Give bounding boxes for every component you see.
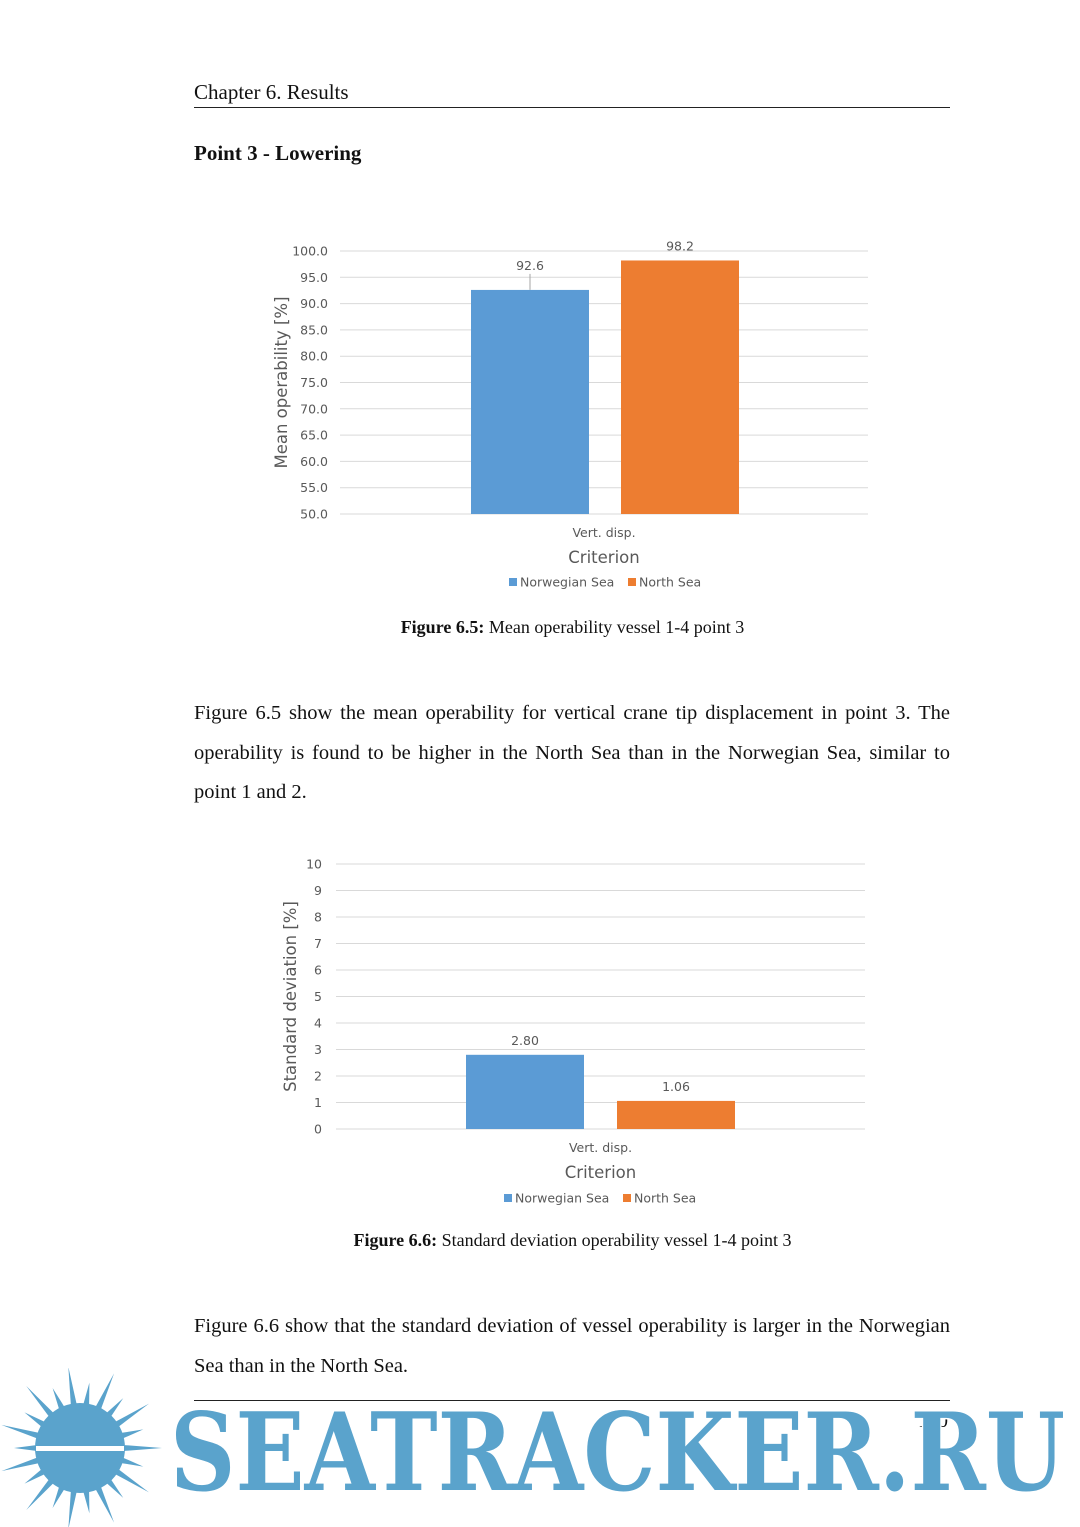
bar-north-sea: [617, 1101, 735, 1129]
sun-ray: [1, 1425, 39, 1439]
y-tick-label: 80.0: [300, 348, 328, 364]
data-label: 2.80: [511, 1032, 539, 1048]
sun-ray: [68, 1368, 77, 1406]
sun-ray: [1, 1457, 39, 1471]
legend-swatch: [623, 1194, 631, 1202]
paragraph-1: Figure 6.5 show the mean operability for vertical crane tip displacement in point 3. The operability is found to be higher in the North Sea than in the Norwegian Sea, similar to point 1 and 2.: [194, 702, 950, 803]
sun-ray: [95, 1373, 114, 1410]
y-tick-label: 75.0: [300, 375, 328, 390]
data-label: 98.2: [666, 238, 694, 254]
sun-ray: [83, 1490, 89, 1513]
y-axis-title: Mean operability [%]: [272, 296, 291, 469]
x-category-label: Vert. disp.: [568, 1140, 633, 1155]
y-tick-label: 60.0: [300, 453, 328, 469]
y-tick-label: 4: [314, 1015, 322, 1031]
paragraph-2: Figure 6.6 show that the standard deviation of vessel operability is larger in the Norwegian Sea than in the North Sea.: [194, 1315, 950, 1377]
legend-label: North Sea: [639, 574, 702, 590]
y-tick-label: 70.0: [300, 401, 328, 417]
legend-label: North Sea: [634, 1190, 697, 1206]
sun-ray: [68, 1490, 77, 1527]
x-category-label: Vert. disp.: [572, 525, 636, 540]
sun-over-sea-icon: [1, 1368, 162, 1527]
y-tick-label: 2: [314, 1068, 322, 1084]
y-tick-label: 0: [314, 1121, 322, 1137]
y-tick-label: 3: [314, 1042, 322, 1057]
figure-6-5-label: Figure 6.5:: [400, 617, 485, 637]
sun-ray: [26, 1386, 54, 1418]
y-tick-label: 1: [314, 1095, 322, 1110]
legend-label: Norwegian Sea: [515, 1190, 610, 1206]
watermark-text: SEATRACKER.RU: [170, 1390, 1065, 1516]
watermark: [0, 1368, 1080, 1527]
bar-norwegian-sea: [466, 1055, 584, 1129]
section-title: Point 3 - Lowering: [194, 141, 362, 165]
y-tick-label: 85.0: [300, 322, 328, 338]
running-title: Chapter 6. Results: [194, 80, 349, 104]
y-tick-label: 8: [314, 909, 322, 925]
figure-6-6-text: Standard deviation operability vessel 1-4 point 3: [441, 1230, 792, 1250]
y-tick-label: 65.0: [300, 427, 328, 443]
data-label: 92.6: [516, 257, 544, 273]
x-axis-title: Criterion: [564, 1163, 637, 1182]
figure-6-6-caption: [0, 1230, 1080, 1251]
y-tick-label: 6: [314, 962, 322, 978]
y-tick-label: 9: [314, 883, 322, 898]
sun-ray: [83, 1383, 89, 1406]
sun-ray: [120, 1457, 143, 1466]
y-tick-label: 10: [306, 856, 322, 872]
sun-ray: [114, 1404, 149, 1428]
y-tick-label: 95.0: [300, 269, 328, 285]
y-tick-label: 50.0: [300, 506, 328, 522]
legend-label: Norwegian Sea: [520, 574, 615, 590]
sun-ray: [123, 1445, 162, 1451]
y-tick-label: 7: [314, 936, 322, 951]
sun-ray: [114, 1469, 149, 1493]
figure-6-5-text: Mean operability vessel 1-4 point 3: [488, 617, 745, 637]
legend-swatch: [504, 1194, 512, 1202]
horizon-line: [36, 1446, 124, 1451]
sun-ray: [14, 1445, 37, 1451]
y-tick-label: 55.0: [300, 480, 328, 496]
y-axis-title: Standard deviation [%]: [281, 901, 300, 1092]
y-tick-label: 100.0: [292, 243, 328, 259]
sun-ray: [26, 1478, 54, 1510]
page-number: 100: [918, 1410, 948, 1432]
data-label: 1.06: [662, 1078, 690, 1094]
y-tick-label: 5: [314, 989, 322, 1004]
sun-ray: [120, 1429, 143, 1438]
sun-ray: [95, 1486, 114, 1523]
x-axis-title: Criterion: [568, 548, 640, 567]
y-tick-label: 90.0: [300, 296, 328, 312]
figure-6-6-label: Figure 6.6:: [353, 1230, 438, 1250]
